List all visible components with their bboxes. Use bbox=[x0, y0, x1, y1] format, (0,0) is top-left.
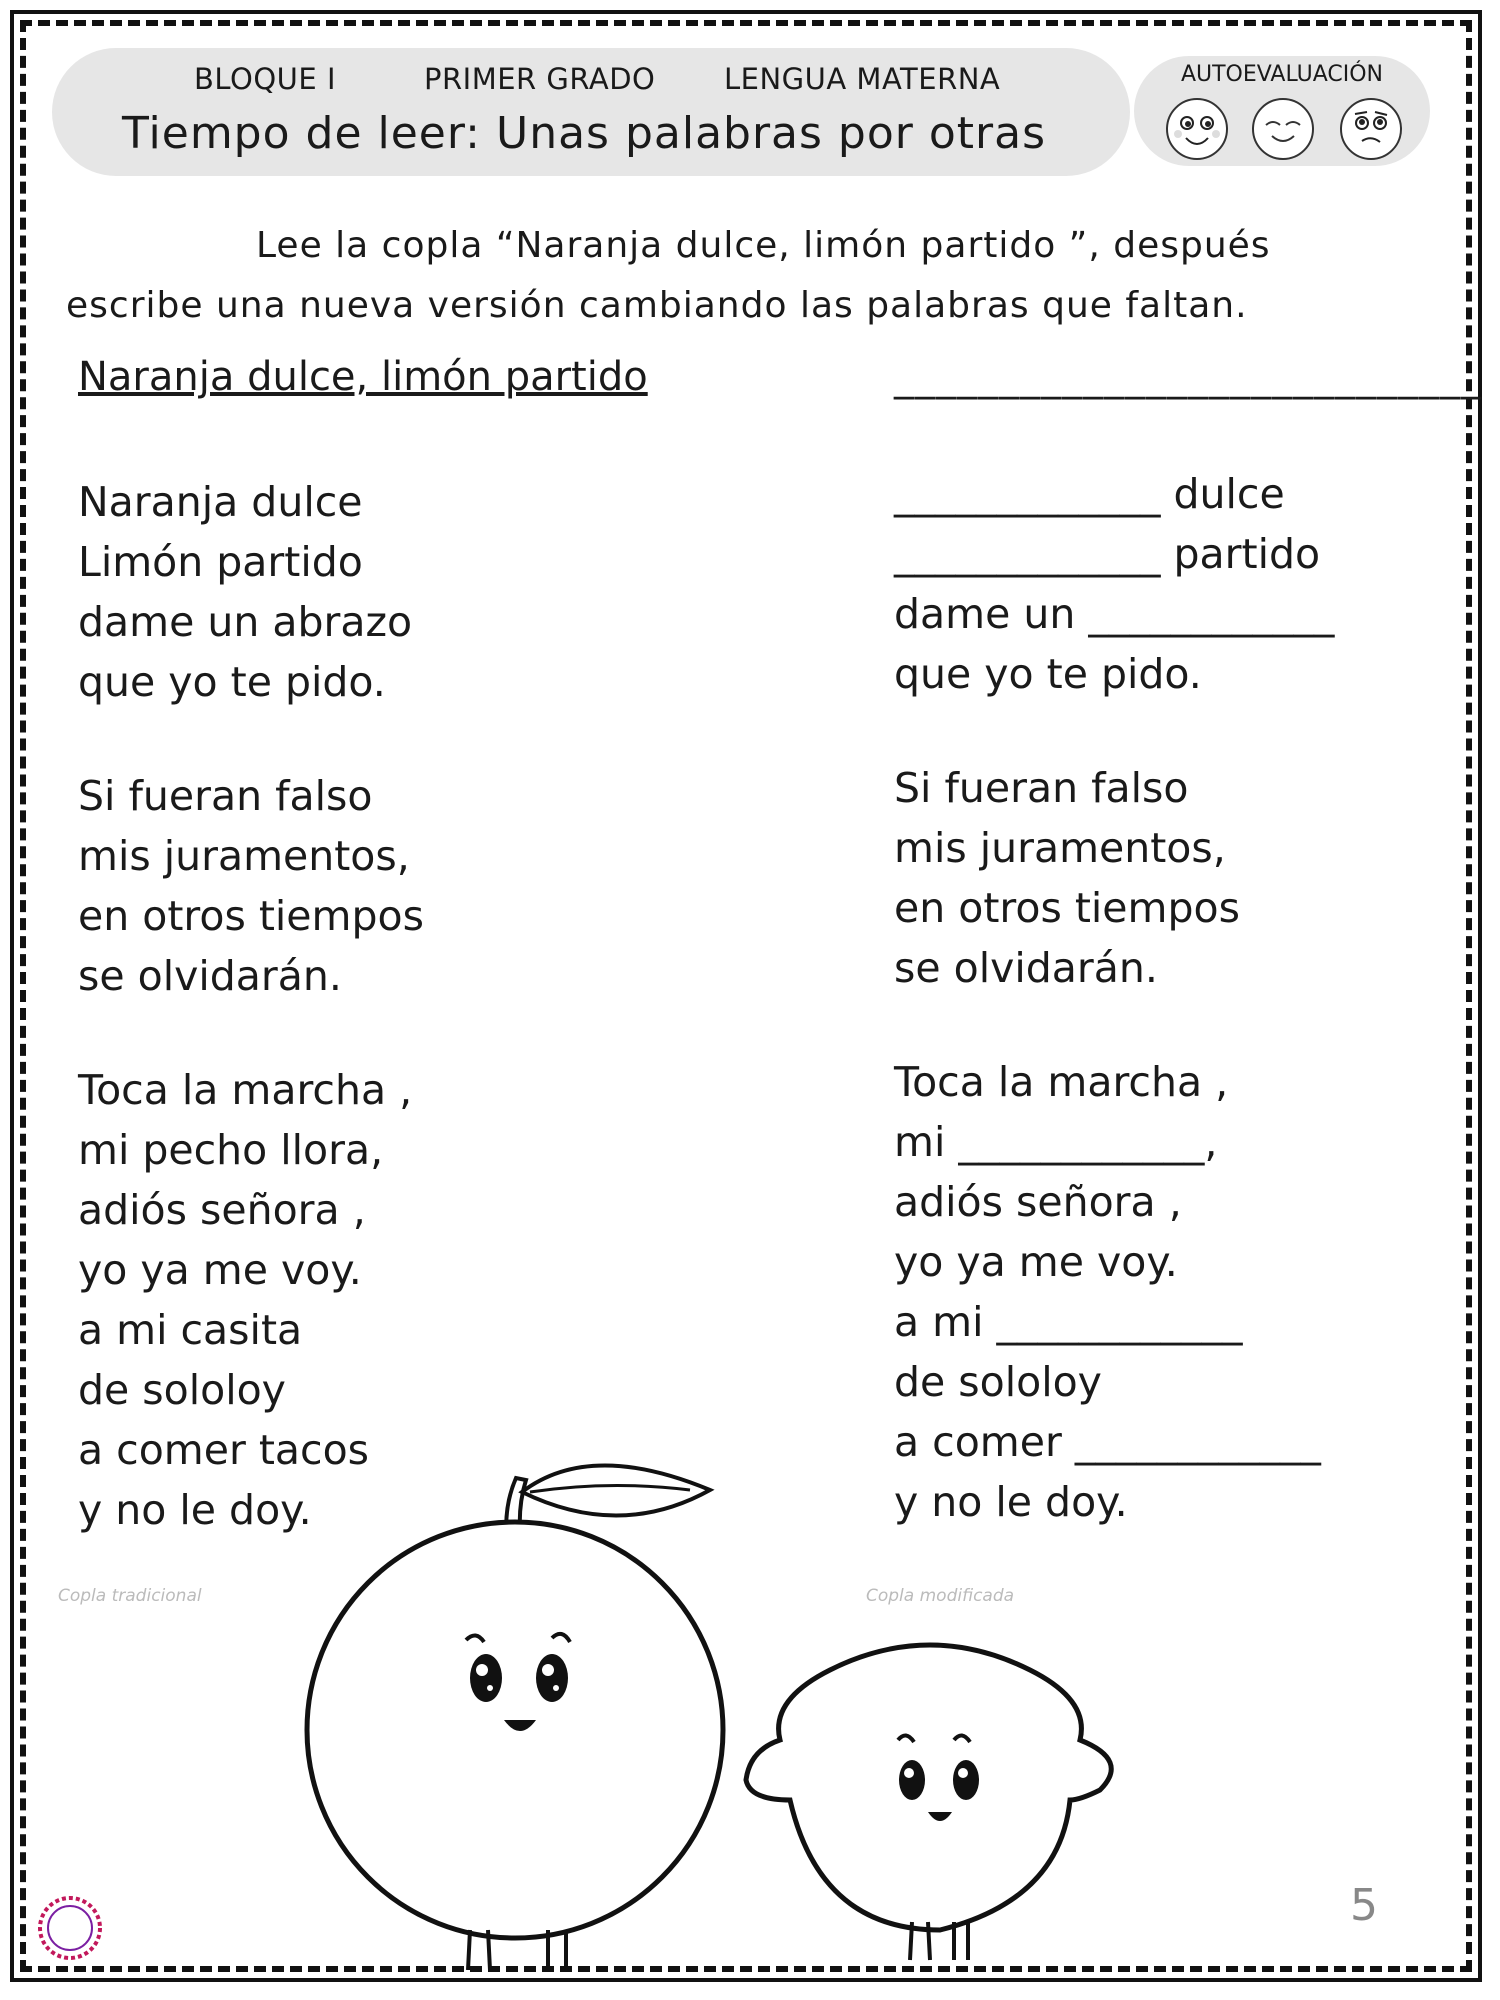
modified-line[interactable]: a mi ____________ bbox=[894, 1298, 1243, 1346]
lemon-illustration bbox=[740, 1630, 1130, 1970]
modified-poem bbox=[894, 464, 1334, 1532]
self-evaluation-panel bbox=[1134, 56, 1430, 166]
original-poem-title: Naranja dulce, limón partido bbox=[78, 354, 648, 400]
modified-line: en otros tiempos bbox=[894, 884, 1240, 932]
original-line: Toca la marcha , bbox=[78, 1066, 413, 1114]
original-poem bbox=[78, 472, 424, 1540]
original-line: y no le doy. bbox=[78, 1486, 312, 1534]
modified-line: que yo te pido. bbox=[894, 650, 1202, 698]
page-number: 5 bbox=[1350, 1880, 1378, 1931]
self-evaluation-label: AUTOEVALUACIÓN bbox=[1180, 62, 1384, 87]
stanza-gap bbox=[894, 704, 1334, 758]
original-line: dame un abrazo bbox=[78, 598, 413, 646]
stanza-gap bbox=[78, 1006, 424, 1060]
modified-line[interactable]: _____________ partido bbox=[894, 530, 1321, 578]
original-line: que yo te pido. bbox=[78, 658, 386, 706]
modified-line[interactable]: mi ____________, bbox=[894, 1118, 1218, 1166]
new-title-blank[interactable]: ____________________________ bbox=[894, 354, 1482, 400]
original-line: mi pecho llora, bbox=[78, 1126, 384, 1174]
modified-line: adiós señora , bbox=[894, 1178, 1182, 1226]
original-line: en otros tiempos bbox=[78, 892, 424, 940]
orange-illustration bbox=[290, 1430, 730, 1970]
stanza-gap bbox=[894, 998, 1334, 1052]
header-banner bbox=[52, 48, 1130, 176]
original-line: yo ya me voy. bbox=[78, 1246, 362, 1294]
modified-line: de sololoy bbox=[894, 1358, 1102, 1406]
original-line: Limón partido bbox=[78, 538, 363, 586]
modified-credit: Copla modificada bbox=[866, 1586, 1015, 1606]
original-line: mis juramentos, bbox=[78, 832, 410, 880]
modified-line: mis juramentos, bbox=[894, 824, 1226, 872]
original-credit: Copla tradicional bbox=[58, 1586, 202, 1606]
content-face-icon[interactable] bbox=[1250, 96, 1316, 162]
original-line: de sololoy bbox=[78, 1366, 286, 1414]
block-label: BLOQUE I bbox=[194, 62, 336, 96]
instructions-line-2: escribe una nueva versión cambiando las palabras que faltan. bbox=[66, 285, 1248, 326]
modified-line[interactable]: dame un ____________ bbox=[894, 590, 1335, 638]
original-line: a comer tacos bbox=[78, 1426, 370, 1474]
original-line: adiós señora , bbox=[78, 1186, 366, 1234]
modified-line[interactable]: _____________ dulce bbox=[894, 470, 1285, 518]
brand-logo bbox=[38, 1896, 102, 1960]
modified-line: Toca la marcha , bbox=[894, 1058, 1229, 1106]
original-line: se olvidarán. bbox=[78, 952, 342, 1000]
original-line: Si fueran falso bbox=[78, 772, 373, 820]
modified-line: Si fueran falso bbox=[894, 764, 1189, 812]
page-title: Tiempo de leer: Unas palabras por otras bbox=[122, 108, 1047, 159]
worried-face-icon[interactable] bbox=[1338, 96, 1404, 162]
instructions bbox=[66, 216, 1336, 336]
original-line: a mi casita bbox=[78, 1306, 303, 1354]
happy-face-icon[interactable] bbox=[1164, 96, 1230, 162]
modified-line[interactable]: a comer ____________ bbox=[894, 1418, 1321, 1466]
modified-line: y no le doy. bbox=[894, 1478, 1128, 1526]
instructions-line-1: Lee la copla “Naranja dulce, limón partido ”, después bbox=[256, 225, 1271, 266]
modified-line: se olvidarán. bbox=[894, 944, 1158, 992]
subject-label: LENGUA MATERNA bbox=[724, 62, 1001, 96]
original-line: Naranja dulce bbox=[78, 478, 363, 526]
stanza-gap bbox=[78, 712, 424, 766]
modified-line: yo ya me voy. bbox=[894, 1238, 1178, 1286]
grade-label: PRIMER GRADO bbox=[424, 62, 656, 96]
